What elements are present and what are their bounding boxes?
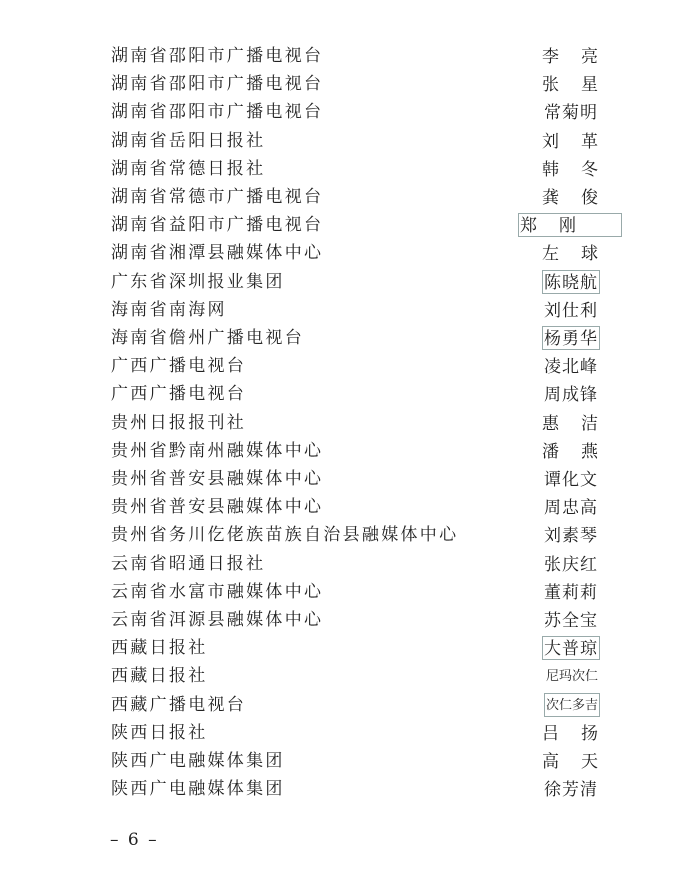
person-name: 刘革 xyxy=(542,131,620,152)
organization-name: 西藏日报社 xyxy=(111,638,208,659)
person-name: 刘素琴 xyxy=(544,526,598,547)
organization-name: 湖南省湘潭县融媒体中心 xyxy=(111,243,324,264)
person-name: 张星 xyxy=(542,75,620,96)
organization-name: 陕西广电融媒体集团 xyxy=(111,779,285,800)
person-name: 张庆红 xyxy=(544,554,598,575)
person-name: 常菊明 xyxy=(544,103,598,124)
person-name: 龚俊 xyxy=(542,188,620,208)
organization-name: 贵州省黔南州融媒体中心 xyxy=(111,440,324,461)
list-item xyxy=(0,380,700,408)
organization-name: 云南省水富市融媒体中心 xyxy=(111,581,324,602)
list-item xyxy=(0,296,700,324)
person-name: 陈晓航 xyxy=(542,270,600,294)
person-name: 苏全宝 xyxy=(544,611,598,631)
person-name: 周忠高 xyxy=(544,498,598,519)
organization-name: 贵州省普安县融媒体中心 xyxy=(111,469,324,489)
list-item xyxy=(0,662,700,690)
person-name: 杨勇华 xyxy=(542,326,600,350)
organization-name: 湖南省常德日报社 xyxy=(111,158,266,179)
person-name: 周成锋 xyxy=(544,385,598,406)
person-name: 徐芳清 xyxy=(544,780,598,801)
list-item xyxy=(0,155,700,183)
person-name: 左球 xyxy=(542,244,620,265)
organization-name: 湖南省岳阳日报社 xyxy=(111,130,266,151)
person-name: 刘仕利 xyxy=(544,300,598,321)
organization-name: 湖南省益阳市广播电视台 xyxy=(111,215,324,236)
organization-name: 贵州省务川仡佬族苗族自治县融媒体中心 xyxy=(111,525,459,546)
list-item xyxy=(0,578,700,606)
list-item xyxy=(0,606,700,634)
list-item xyxy=(0,268,700,296)
list-item xyxy=(0,352,700,380)
person-name: 董莉莉 xyxy=(544,582,598,603)
person-name: 韩冬 xyxy=(542,159,620,180)
organization-name: 云南省洱源县融媒体中心 xyxy=(111,610,324,630)
list-item xyxy=(0,183,700,211)
organization-name: 贵州日报报刊社 xyxy=(111,412,247,433)
list-item xyxy=(0,634,700,662)
person-name: 次仁多吉 xyxy=(544,693,600,717)
list-item xyxy=(0,239,700,267)
person-name: 潘燕 xyxy=(542,441,620,462)
page-number: – 6 – xyxy=(110,830,159,850)
person-name: 吕扬 xyxy=(542,723,620,744)
organization-name: 广西广播电视台 xyxy=(111,384,247,405)
organization-name: 陕西日报社 xyxy=(111,722,208,743)
organization-name: 陕西广电融媒体集团 xyxy=(111,751,285,771)
list-item xyxy=(0,211,700,239)
organization-name: 广东省深圳报业集团 xyxy=(111,271,285,292)
list-item xyxy=(0,437,700,465)
person-name: 谭化文 xyxy=(544,470,598,490)
person-name: 凌北峰 xyxy=(544,357,598,378)
organization-name: 西藏日报社 xyxy=(111,666,208,687)
list-item xyxy=(0,550,700,578)
organization-name: 云南省昭通日报社 xyxy=(111,553,266,574)
list-item xyxy=(0,324,700,352)
person-name: 大普琼 xyxy=(542,636,600,660)
list-item xyxy=(0,465,700,493)
organization-name: 海南省南海网 xyxy=(111,299,227,320)
list-item xyxy=(0,42,700,70)
list-item xyxy=(0,521,700,549)
organization-name: 广西广播电视台 xyxy=(111,356,247,377)
list-item xyxy=(0,719,700,747)
list-item xyxy=(0,747,700,775)
organization-name: 西藏广播电视台 xyxy=(111,694,247,715)
organization-name: 湖南省常德市广播电视台 xyxy=(111,187,324,207)
organization-name: 湖南省邵阳市广播电视台 xyxy=(111,46,324,66)
list-item xyxy=(0,70,700,98)
person-name: 李亮 xyxy=(542,47,620,67)
person-name: 惠洁 xyxy=(542,413,620,434)
list-item xyxy=(0,127,700,155)
organization-name: 湖南省邵阳市广播电视台 xyxy=(111,74,324,95)
person-name: 尼玛次仁 xyxy=(545,669,598,685)
person-name: 高天 xyxy=(542,752,620,772)
list-item xyxy=(0,98,700,126)
list-item xyxy=(0,493,700,521)
organization-name: 海南省儋州广播电视台 xyxy=(111,328,304,348)
organization-name: 贵州省普安县融媒体中心 xyxy=(111,497,324,518)
list-item xyxy=(0,691,700,719)
organization-name: 湖南省邵阳市广播电视台 xyxy=(111,102,324,123)
list-item xyxy=(0,409,700,437)
person-name: 郑刚 xyxy=(518,213,622,237)
list-item xyxy=(0,775,700,803)
